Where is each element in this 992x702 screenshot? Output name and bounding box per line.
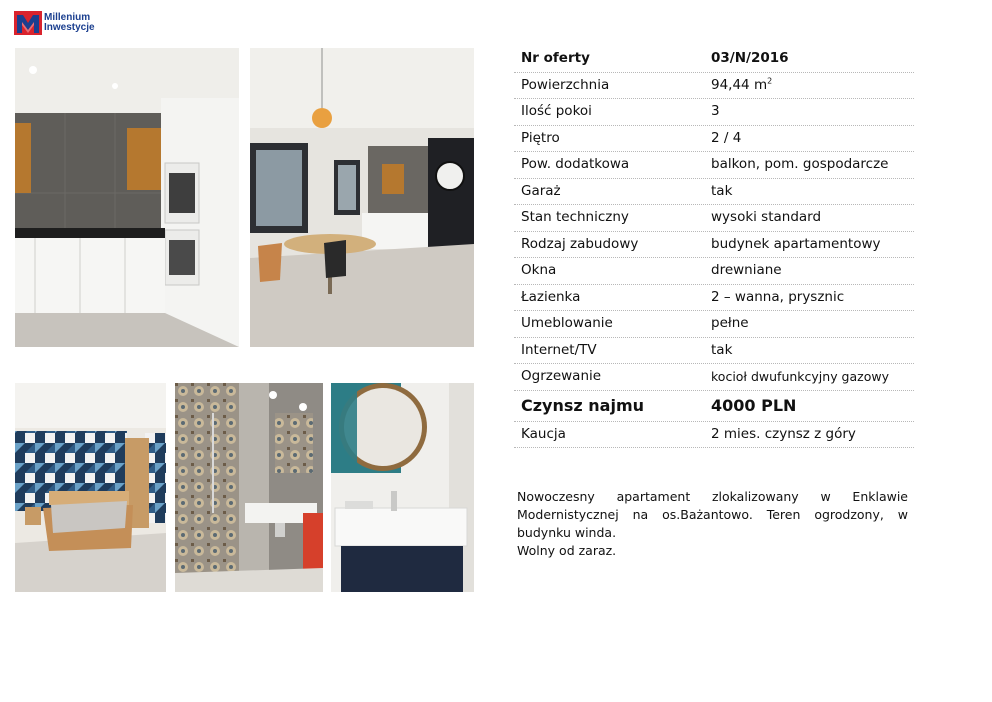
shower-photo (175, 383, 323, 592)
spec-label: Czynsz najmu (521, 395, 645, 415)
spec-label: Piętro (521, 129, 560, 146)
availability-text: Wolny od zaraz. (517, 543, 617, 558)
spec-value: drewniane (711, 262, 782, 278)
spec-label: Umeblowanie (521, 315, 613, 331)
spec-value: tak (711, 341, 733, 358)
area-value: 94,44 m (711, 76, 768, 93)
bedroom-photo (15, 383, 166, 592)
spec-label: Internet/TV (521, 341, 597, 358)
spec-label: Pow. dodatkowa (521, 156, 630, 172)
offer-description (517, 488, 908, 560)
spec-row-rooms (514, 99, 914, 126)
spec-row-windows (514, 258, 914, 285)
spec-value: 2 / 4 (711, 129, 742, 146)
offer-specs-table (514, 46, 914, 448)
spec-row-condition (514, 205, 914, 232)
spec-value: budynek apartamentowy (711, 235, 881, 252)
company-logo (14, 9, 104, 35)
spec-value: 2 – wanna, prysznic (711, 288, 845, 305)
spec-label: Nr oferty (521, 50, 590, 66)
spec-label: Okna (521, 262, 557, 278)
spec-value: kocioł dwufunkcyjny gazowy (711, 369, 889, 384)
spec-value: 3 (711, 103, 720, 119)
spec-row-garage (514, 179, 914, 206)
description-paragraph: Nowoczesny apartament zlokalizowany w Enklawie Modernistycznej na os.Bażantowo. Teren ogrodzony, w budynku winda. (517, 489, 908, 540)
spec-value: balkon, pom. gospodarcze (711, 156, 889, 172)
spec-value: 03/N/2016 (711, 50, 789, 66)
dining-room-photo (250, 48, 474, 347)
spec-value: 2 mies. czynsz z góry (711, 425, 856, 442)
spec-row-bathroom (514, 285, 914, 312)
spec-label: Rodzaj zabudowy (521, 235, 639, 252)
spec-value: 4000 PLN (711, 395, 797, 415)
spec-row-deposit (514, 422, 914, 449)
spec-row-area (514, 73, 914, 100)
spec-row-rent (514, 391, 914, 422)
spec-row-furnishing (514, 311, 914, 338)
spec-label: Garaż (521, 182, 561, 199)
spec-row-offer-no (514, 46, 914, 73)
spec-value: wysoki standard (711, 209, 822, 225)
spec-label: Kaucja (521, 425, 566, 442)
spec-label: Łazienka (521, 288, 581, 305)
spec-row-building (514, 232, 914, 259)
spec-row-internet (514, 338, 914, 365)
logo-m-icon (14, 9, 42, 35)
kitchen-photo (15, 48, 239, 347)
spec-value (711, 73, 772, 99)
spec-value: pełne (711, 315, 749, 331)
spec-label: Ogrzewanie (521, 368, 602, 384)
area-unit-exponent: 2 (767, 76, 773, 85)
logo-line-1: Millenium (44, 12, 91, 23)
spec-value: tak (711, 182, 733, 199)
logo-line-2: Inwestycje (44, 22, 95, 33)
spec-label: Ilość pokoi (521, 103, 592, 119)
spec-label: Stan techniczny (521, 209, 629, 225)
spec-row-extra (514, 152, 914, 179)
spec-row-heating (514, 364, 914, 391)
bathroom-sink-photo (331, 383, 474, 592)
spec-label: Powierzchnia (521, 76, 610, 93)
spec-row-floor (514, 126, 914, 153)
